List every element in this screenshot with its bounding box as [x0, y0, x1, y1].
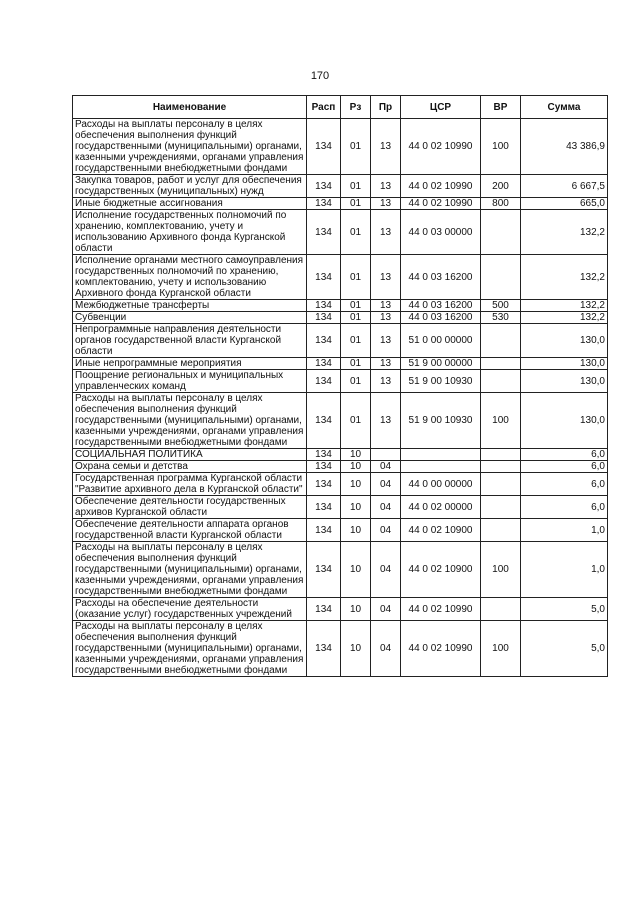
table-row — [73, 198, 608, 210]
cell-rasp: 134 — [307, 393, 341, 449]
cell-rasp: 134 — [307, 312, 341, 324]
cell-sum: 5,0 — [521, 598, 608, 621]
header-rz: Рз — [341, 96, 371, 119]
table-row — [73, 496, 608, 519]
cell-vr: 500 — [481, 300, 521, 312]
cell-rz: 01 — [341, 312, 371, 324]
cell-name: Расходы на обеспечение деятельности (оказание услуг) государственных учреждений — [73, 598, 307, 621]
cell-pr: 04 — [371, 598, 401, 621]
cell-sum: 132,2 — [521, 210, 608, 255]
cell-vr — [481, 210, 521, 255]
cell-rz: 01 — [341, 175, 371, 198]
table-row — [73, 255, 608, 300]
cell-csr: 44 0 02 10990 — [401, 119, 481, 175]
cell-rasp: 134 — [307, 461, 341, 473]
cell-csr: 44 0 02 10990 — [401, 598, 481, 621]
cell-pr: 13 — [371, 393, 401, 449]
cell-rz: 10 — [341, 598, 371, 621]
cell-pr: 13 — [371, 255, 401, 300]
cell-vr — [481, 496, 521, 519]
cell-vr: 530 — [481, 312, 521, 324]
table-row — [73, 449, 608, 461]
cell-pr: 04 — [371, 519, 401, 542]
cell-sum: 130,0 — [521, 393, 608, 449]
cell-pr: 13 — [371, 210, 401, 255]
table-row — [73, 621, 608, 677]
cell-name: Исполнение органами местного самоуправления государственных полномочий по хранению, комплектованию, учету и использованию Архивного фонда Курганской области — [73, 255, 307, 300]
cell-csr: 51 9 00 10930 — [401, 370, 481, 393]
cell-sum: 1,0 — [521, 542, 608, 598]
header-name: Наименование — [73, 96, 307, 119]
header-pr: Пр — [371, 96, 401, 119]
cell-pr — [371, 449, 401, 461]
cell-csr: 51 9 00 00000 — [401, 358, 481, 370]
cell-pr: 13 — [371, 119, 401, 175]
cell-vr — [481, 358, 521, 370]
table-row — [73, 393, 608, 449]
table-row — [73, 324, 608, 358]
cell-rz: 10 — [341, 461, 371, 473]
cell-vr: 100 — [481, 119, 521, 175]
cell-name: Исполнение государственных полномочий по хранению, комплектованию, учету и использованию Архивного фонда Курганской области — [73, 210, 307, 255]
cell-csr: 44 0 02 00000 — [401, 496, 481, 519]
cell-sum: 132,2 — [521, 312, 608, 324]
cell-name: Государственная программа Курганской области "Развитие архивного дела в Курганской области" — [73, 473, 307, 496]
cell-pr: 13 — [371, 324, 401, 358]
cell-name: Поощрение региональных и муниципальных управленческих команд — [73, 370, 307, 393]
cell-pr: 04 — [371, 461, 401, 473]
cell-csr — [401, 461, 481, 473]
cell-rz: 01 — [341, 370, 371, 393]
cell-vr: 100 — [481, 542, 521, 598]
cell-vr: 100 — [481, 393, 521, 449]
table-row — [73, 370, 608, 393]
cell-rasp: 134 — [307, 473, 341, 496]
cell-rasp: 134 — [307, 358, 341, 370]
cell-vr — [481, 519, 521, 542]
table-row — [73, 473, 608, 496]
header-csr: ЦСР — [401, 96, 481, 119]
cell-sum: 130,0 — [521, 358, 608, 370]
cell-name: Обеспечение деятельности государственных архивов Курганской области — [73, 496, 307, 519]
table-header-row — [73, 96, 608, 119]
cell-csr: 44 0 02 10990 — [401, 175, 481, 198]
cell-csr: 44 0 00 00000 — [401, 473, 481, 496]
table-row — [73, 312, 608, 324]
cell-vr — [481, 461, 521, 473]
cell-csr: 44 0 02 10990 — [401, 198, 481, 210]
cell-rasp: 134 — [307, 449, 341, 461]
cell-name: Межбюджетные трансферты — [73, 300, 307, 312]
cell-rasp: 134 — [307, 255, 341, 300]
table-row — [73, 300, 608, 312]
cell-csr: 44 0 03 16200 — [401, 255, 481, 300]
table-row — [73, 358, 608, 370]
cell-sum: 5,0 — [521, 621, 608, 677]
cell-vr: 100 — [481, 621, 521, 677]
cell-name: Охрана семьи и детства — [73, 461, 307, 473]
cell-name: Расходы на выплаты персоналу в целях обеспечения выполнения функций государственными (муниципальными) органами, казенными учреждениями, органами управления государственными внебюджетными фондами — [73, 119, 307, 175]
cell-pr: 13 — [371, 300, 401, 312]
cell-vr: 200 — [481, 175, 521, 198]
cell-csr: 44 0 02 10990 — [401, 621, 481, 677]
cell-csr: 44 0 03 16200 — [401, 312, 481, 324]
table-row — [73, 542, 608, 598]
cell-sum: 6,0 — [521, 496, 608, 519]
table-row — [73, 519, 608, 542]
cell-rasp: 134 — [307, 119, 341, 175]
table-row — [73, 598, 608, 621]
cell-sum: 6,0 — [521, 449, 608, 461]
cell-vr — [481, 449, 521, 461]
cell-rasp: 134 — [307, 370, 341, 393]
page-number: 170 — [310, 70, 330, 82]
table-row — [73, 210, 608, 255]
table-row — [73, 175, 608, 198]
cell-name: Субвенции — [73, 312, 307, 324]
cell-rz: 10 — [341, 449, 371, 461]
cell-sum: 132,2 — [521, 255, 608, 300]
cell-pr: 13 — [371, 312, 401, 324]
cell-rz: 10 — [341, 519, 371, 542]
budget-table — [72, 95, 608, 677]
cell-rz: 01 — [341, 210, 371, 255]
cell-sum: 665,0 — [521, 198, 608, 210]
cell-csr: 44 0 03 16200 — [401, 300, 481, 312]
cell-name: Расходы на выплаты персоналу в целях обеспечения выполнения функций государственными (муниципальными) органами, казенными учреждениями, органами управления государственными внебюджетными фондами — [73, 621, 307, 677]
cell-rz: 10 — [341, 621, 371, 677]
cell-pr: 13 — [371, 198, 401, 210]
cell-pr: 13 — [371, 370, 401, 393]
cell-pr: 13 — [371, 358, 401, 370]
cell-rasp: 134 — [307, 300, 341, 312]
cell-rz: 01 — [341, 255, 371, 300]
cell-sum: 43 386,9 — [521, 119, 608, 175]
cell-sum: 6 667,5 — [521, 175, 608, 198]
cell-csr: 51 9 00 10930 — [401, 393, 481, 449]
cell-rasp: 134 — [307, 198, 341, 210]
table-row — [73, 461, 608, 473]
cell-pr: 04 — [371, 473, 401, 496]
cell-rz: 10 — [341, 473, 371, 496]
header-rasp: Расп — [307, 96, 341, 119]
cell-sum: 130,0 — [521, 370, 608, 393]
cell-csr: 44 0 02 10900 — [401, 542, 481, 598]
cell-rz: 01 — [341, 300, 371, 312]
table-body — [73, 119, 608, 677]
header-sum: Сумма — [521, 96, 608, 119]
cell-csr: 51 0 00 00000 — [401, 324, 481, 358]
cell-rz: 01 — [341, 393, 371, 449]
cell-name: Закупка товаров, работ и услуг для обеспечения государственных (муниципальных) нужд — [73, 175, 307, 198]
cell-name: Обеспечение деятельности аппарата органов государственной власти Курганской области — [73, 519, 307, 542]
cell-name: Расходы на выплаты персоналу в целях обеспечения выполнения функций государственными (муниципальными) органами, казенными учреждениями, органами управления государственными внебюджетными фондами — [73, 393, 307, 449]
cell-rasp: 134 — [307, 324, 341, 358]
cell-rz: 10 — [341, 496, 371, 519]
cell-rasp: 134 — [307, 519, 341, 542]
cell-rasp: 134 — [307, 598, 341, 621]
cell-rz: 01 — [341, 119, 371, 175]
cell-vr: 800 — [481, 198, 521, 210]
cell-name: Непрограммные направления деятельности органов государственной власти Курганской области — [73, 324, 307, 358]
cell-rz: 01 — [341, 198, 371, 210]
cell-csr: 44 0 03 00000 — [401, 210, 481, 255]
header-vr: ВР — [481, 96, 521, 119]
cell-sum: 130,0 — [521, 324, 608, 358]
cell-vr — [481, 324, 521, 358]
cell-rasp: 134 — [307, 621, 341, 677]
cell-pr: 04 — [371, 621, 401, 677]
cell-rasp: 134 — [307, 542, 341, 598]
cell-rasp: 134 — [307, 496, 341, 519]
cell-rasp: 134 — [307, 175, 341, 198]
cell-vr — [481, 473, 521, 496]
cell-rz: 01 — [341, 324, 371, 358]
cell-vr — [481, 598, 521, 621]
cell-vr — [481, 255, 521, 300]
cell-rz: 10 — [341, 542, 371, 598]
cell-rasp: 134 — [307, 210, 341, 255]
cell-csr: 44 0 02 10900 — [401, 519, 481, 542]
cell-pr: 13 — [371, 175, 401, 198]
cell-pr: 04 — [371, 542, 401, 598]
cell-vr — [481, 370, 521, 393]
cell-sum: 6,0 — [521, 461, 608, 473]
cell-sum: 1,0 — [521, 519, 608, 542]
cell-sum: 132,2 — [521, 300, 608, 312]
cell-name: Иные непрограммные мероприятия — [73, 358, 307, 370]
cell-name: СОЦИАЛЬНАЯ ПОЛИТИКА — [73, 449, 307, 461]
cell-rz: 01 — [341, 358, 371, 370]
cell-name: Иные бюджетные ассигнования — [73, 198, 307, 210]
table-row — [73, 119, 608, 175]
cell-sum: 6,0 — [521, 473, 608, 496]
cell-name: Расходы на выплаты персоналу в целях обеспечения выполнения функций государственными (муниципальными) органами, казенными учреждениями, органами управления государственными внебюджетными фондами — [73, 542, 307, 598]
cell-csr — [401, 449, 481, 461]
cell-pr: 04 — [371, 496, 401, 519]
